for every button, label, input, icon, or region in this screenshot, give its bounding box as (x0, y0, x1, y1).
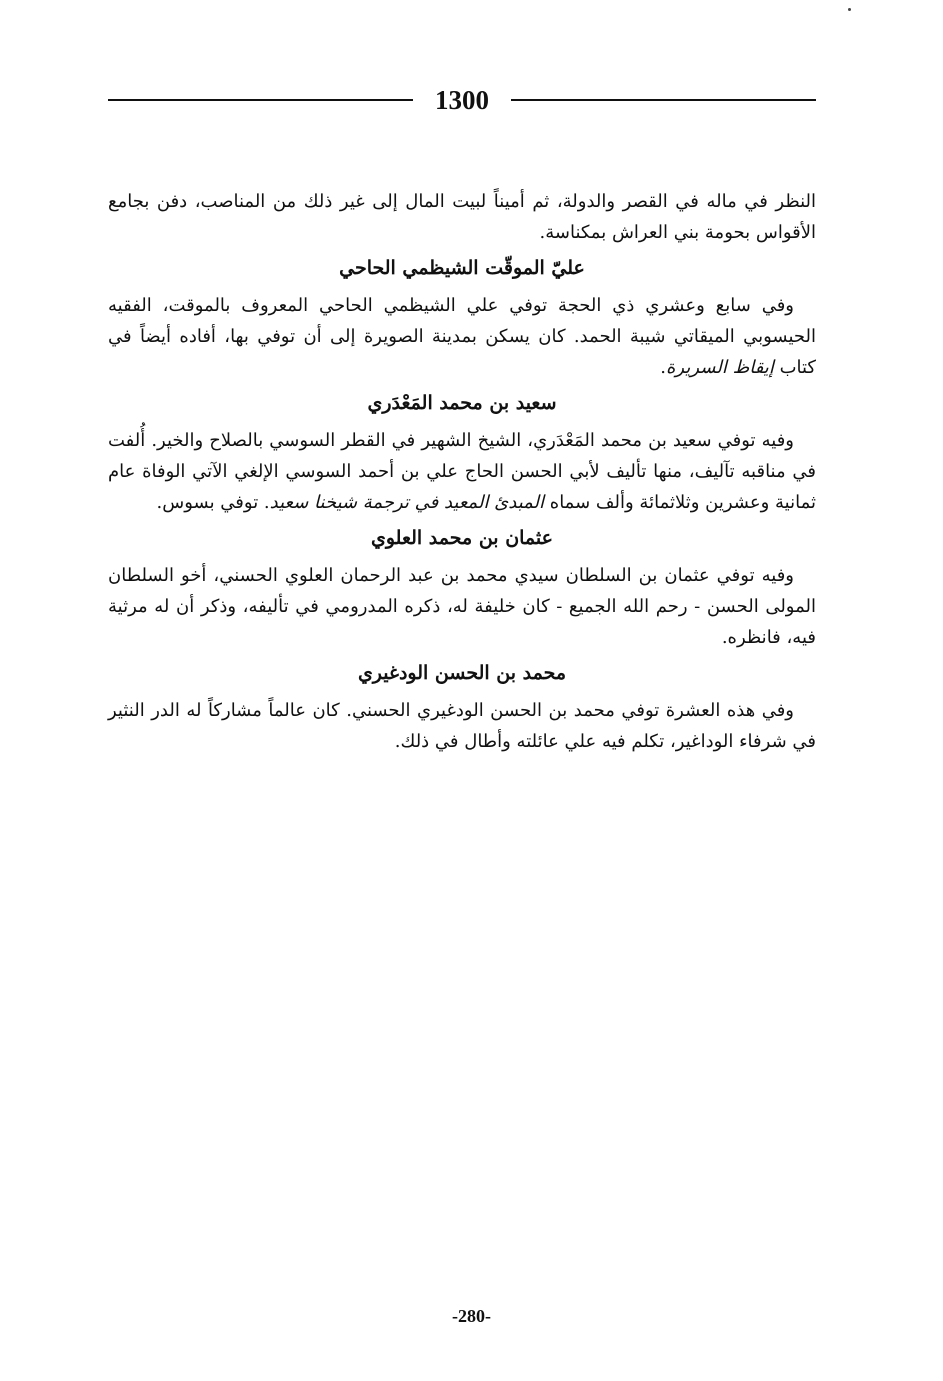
section-heading-said-almadari: سعيد بن محمد المَعْدَري (367, 392, 557, 414)
book-title: المبدئ المعيد في ترجمة شيخنا سعيد (269, 492, 545, 513)
section-heading-othman-alalawi: عثمان بن محمد العلوي (370, 527, 553, 549)
paragraph-continuation: النظر في ماله في القصر والدولة، ثم أميناً لبيت المال إلى غير ذلك من المناصب، دفن بجامع الأقواس بحومة بني العراش بمكناسة. (108, 191, 816, 243)
paragraph-muhammad-alwadghiri: وفي هذه العشرة توفي محمد بن الحسن الودغيري الحسني. كان عالماً مشاركاً له الدر النثير في شرفاء الوداغير، تكلم فيه علي عائلته وأطال في ذلك. (108, 700, 816, 752)
paragraph-othman-alalawi: وفيه توفي عثمان بن السلطان سيدي محمد بن عبد الرحمان العلوي الحسني، أخو السلطان المولى الحسن - رحم الله الجميع - كان خليفة له، ذكره المدرومي في تأليفه، وذكر أن له مرثية فيه، فانظره. (108, 565, 816, 648)
paragraph-said-almadari (108, 425, 816, 518)
paragraph-text: وفيه توفي سعيد بن محمد المَعْدَري، الشيخ الشهير في القطر السوسي بالصلاح والخير. أُلفت في مناقبه تآليف، منها تأليف لأبي الحسن الحاج علي بن أحمد السوسي الإلغي الآتي الوفاة عام ثمانية وعشرين وثلاثمائة وألف سماه (108, 430, 816, 513)
header-year: 1300 (435, 84, 489, 115)
paragraph-text-end: . توفي بسوس. (156, 492, 270, 513)
header-rule-left (108, 99, 413, 101)
page-header (108, 82, 816, 118)
page-number: -280- (452, 1306, 491, 1326)
book-title: إيقاظ السريرة (666, 357, 774, 378)
scan-speck (848, 8, 851, 11)
section-heading-ali-almuwaqqit: عليّ الموقّت الشيظمي الحاحي (339, 257, 585, 279)
header-rule-right (511, 99, 816, 101)
paragraph-text: وفي سابع وعشري ذي الحجة توفي علي الشيظمي الحاحي المعروف بالموقت، الفقيه الحيسوبي الميقاتي شيبة الحمد. كان يسكن بمدينة الصويرة إلى أن توفي بها، أفاده أيضاً في كتاب (108, 295, 816, 378)
section-heading-muhammad-alwadghiri: محمد بن الحسن الودغيري (357, 662, 567, 684)
page-body (108, 186, 816, 761)
paragraph-ali-almuwaqqit: وفي سابع وعشري ذي الحجة توفي علي الشيظمي الحاحي المعروف بالموقت، الفقيه الحيسوبي الميقاتي شيبة الحمد. كان يسكن بمدينة الصويرة إلى أن توفي بها، أفاده أيضاً في كتاب إيقاظ السريرة. (108, 295, 816, 378)
